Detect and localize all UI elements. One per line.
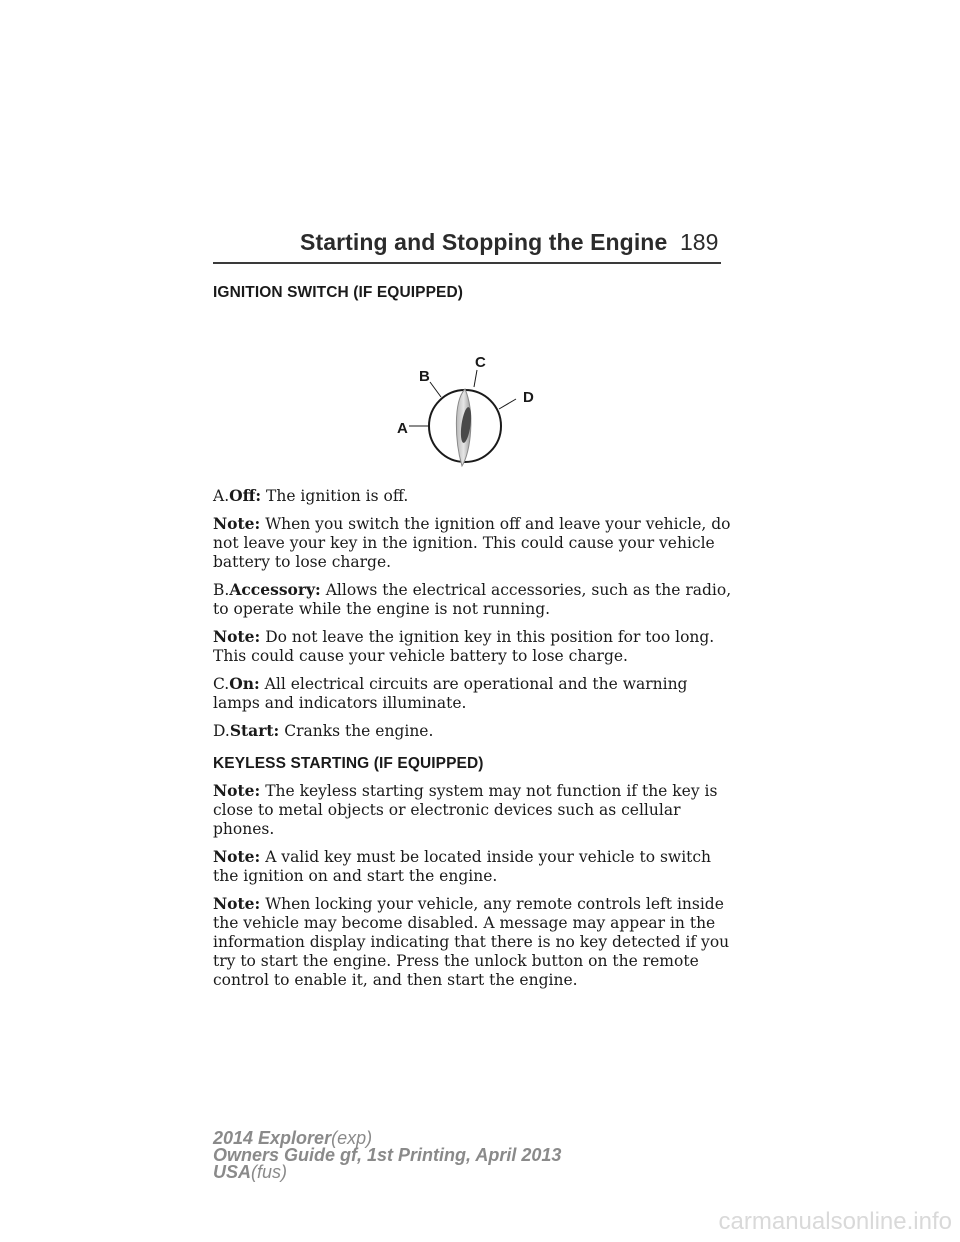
keyless-note-3 <box>213 894 733 990</box>
note-b-line1: Do not leave the ignition key in this position for too long. <box>265 628 715 646</box>
page-number: 189 <box>680 229 719 255</box>
footer-model-code: (exp) <box>331 1128 373 1148</box>
label-c: C <box>475 354 486 371</box>
keyless-heading: KEYLESS STARTING (IF EQUIPPED) <box>213 755 484 772</box>
keyless-note-2-term: Note: <box>213 847 261 866</box>
item-c <box>213 674 733 713</box>
item-b-letter: B. <box>213 581 230 599</box>
keyless-note-1-text: The keyless starting system may not function if the key is close to metal objects or electronic devices such as cellular phones. <box>213 782 718 838</box>
item-c-letter: C. <box>213 675 230 693</box>
footer-region: USA <box>213 1162 252 1182</box>
note-b-line2: This could cause your vehicle battery to lose charge. <box>213 647 628 665</box>
section-title: Starting and Stopping the Engine <box>300 229 668 255</box>
note-b-term: Note: <box>213 627 261 646</box>
item-a-term: Off: <box>229 486 262 505</box>
item-a-letter: A. <box>213 487 230 505</box>
note-a-text: When you switch the ignition off and leave your vehicle, do not leave your key in the ignition. This could cause your vehicle battery to lose charge. <box>213 515 731 571</box>
label-b: B <box>419 368 430 385</box>
item-c-text: All electrical circuits are operational and the warning lamps and indicators illuminate. <box>213 675 688 712</box>
page-content <box>213 272 733 990</box>
watermark: carmanualsonline.info <box>718 1208 952 1235</box>
footer-printing: Owners Guide gf, 1st Printing, April 2013 <box>213 1145 562 1165</box>
footer-line-3 <box>213 1164 561 1181</box>
keyless-note-3-term: Note: <box>213 894 261 913</box>
item-a <box>213 486 733 506</box>
ignition-heading: IGNITION SWITCH (IF EQUIPPED) <box>213 284 464 301</box>
keyless-note-1-term: Note: <box>213 781 261 800</box>
keyless-note-3-text: When locking your vehicle, any remote controls left inside the vehicle may become disabled. A message may appear in the information display indicating that there is no key detected if you try to start the engine. Press the unlock button on the remote control to enable it, and then start the engine. <box>213 895 730 989</box>
keyless-note-2 <box>213 847 733 886</box>
note-b <box>213 627 733 666</box>
label-a: A <box>397 420 408 437</box>
keyless-note-1 <box>213 781 733 839</box>
item-b-text: Allows the electrical accessories, such as the radio, to operate while the engine is not running. <box>213 581 732 618</box>
footer-region-code: (fus) <box>251 1162 288 1182</box>
item-c-term: On: <box>229 674 260 693</box>
item-b-term: Accessory: <box>229 580 321 599</box>
item-d-text: Cranks the engine. <box>284 722 434 740</box>
header-rule <box>213 262 721 264</box>
label-d: D <box>523 389 534 406</box>
ignition-switch-icon <box>213 302 733 482</box>
item-a-text: The ignition is off. <box>266 487 409 505</box>
item-d-letter: D. <box>213 722 230 740</box>
item-b <box>213 580 733 619</box>
print-footer <box>213 1130 561 1181</box>
footer-model: 2014 Explorer <box>213 1128 332 1148</box>
ignition-switch-diagram <box>213 302 733 482</box>
note-a <box>213 514 733 572</box>
item-d <box>213 721 733 741</box>
item-d-term: Start: <box>229 721 280 740</box>
note-a-term: Note: <box>213 514 261 533</box>
keyless-note-2-text: A valid key must be located inside your vehicle to switch the ignition on and start the engine. <box>213 848 712 885</box>
